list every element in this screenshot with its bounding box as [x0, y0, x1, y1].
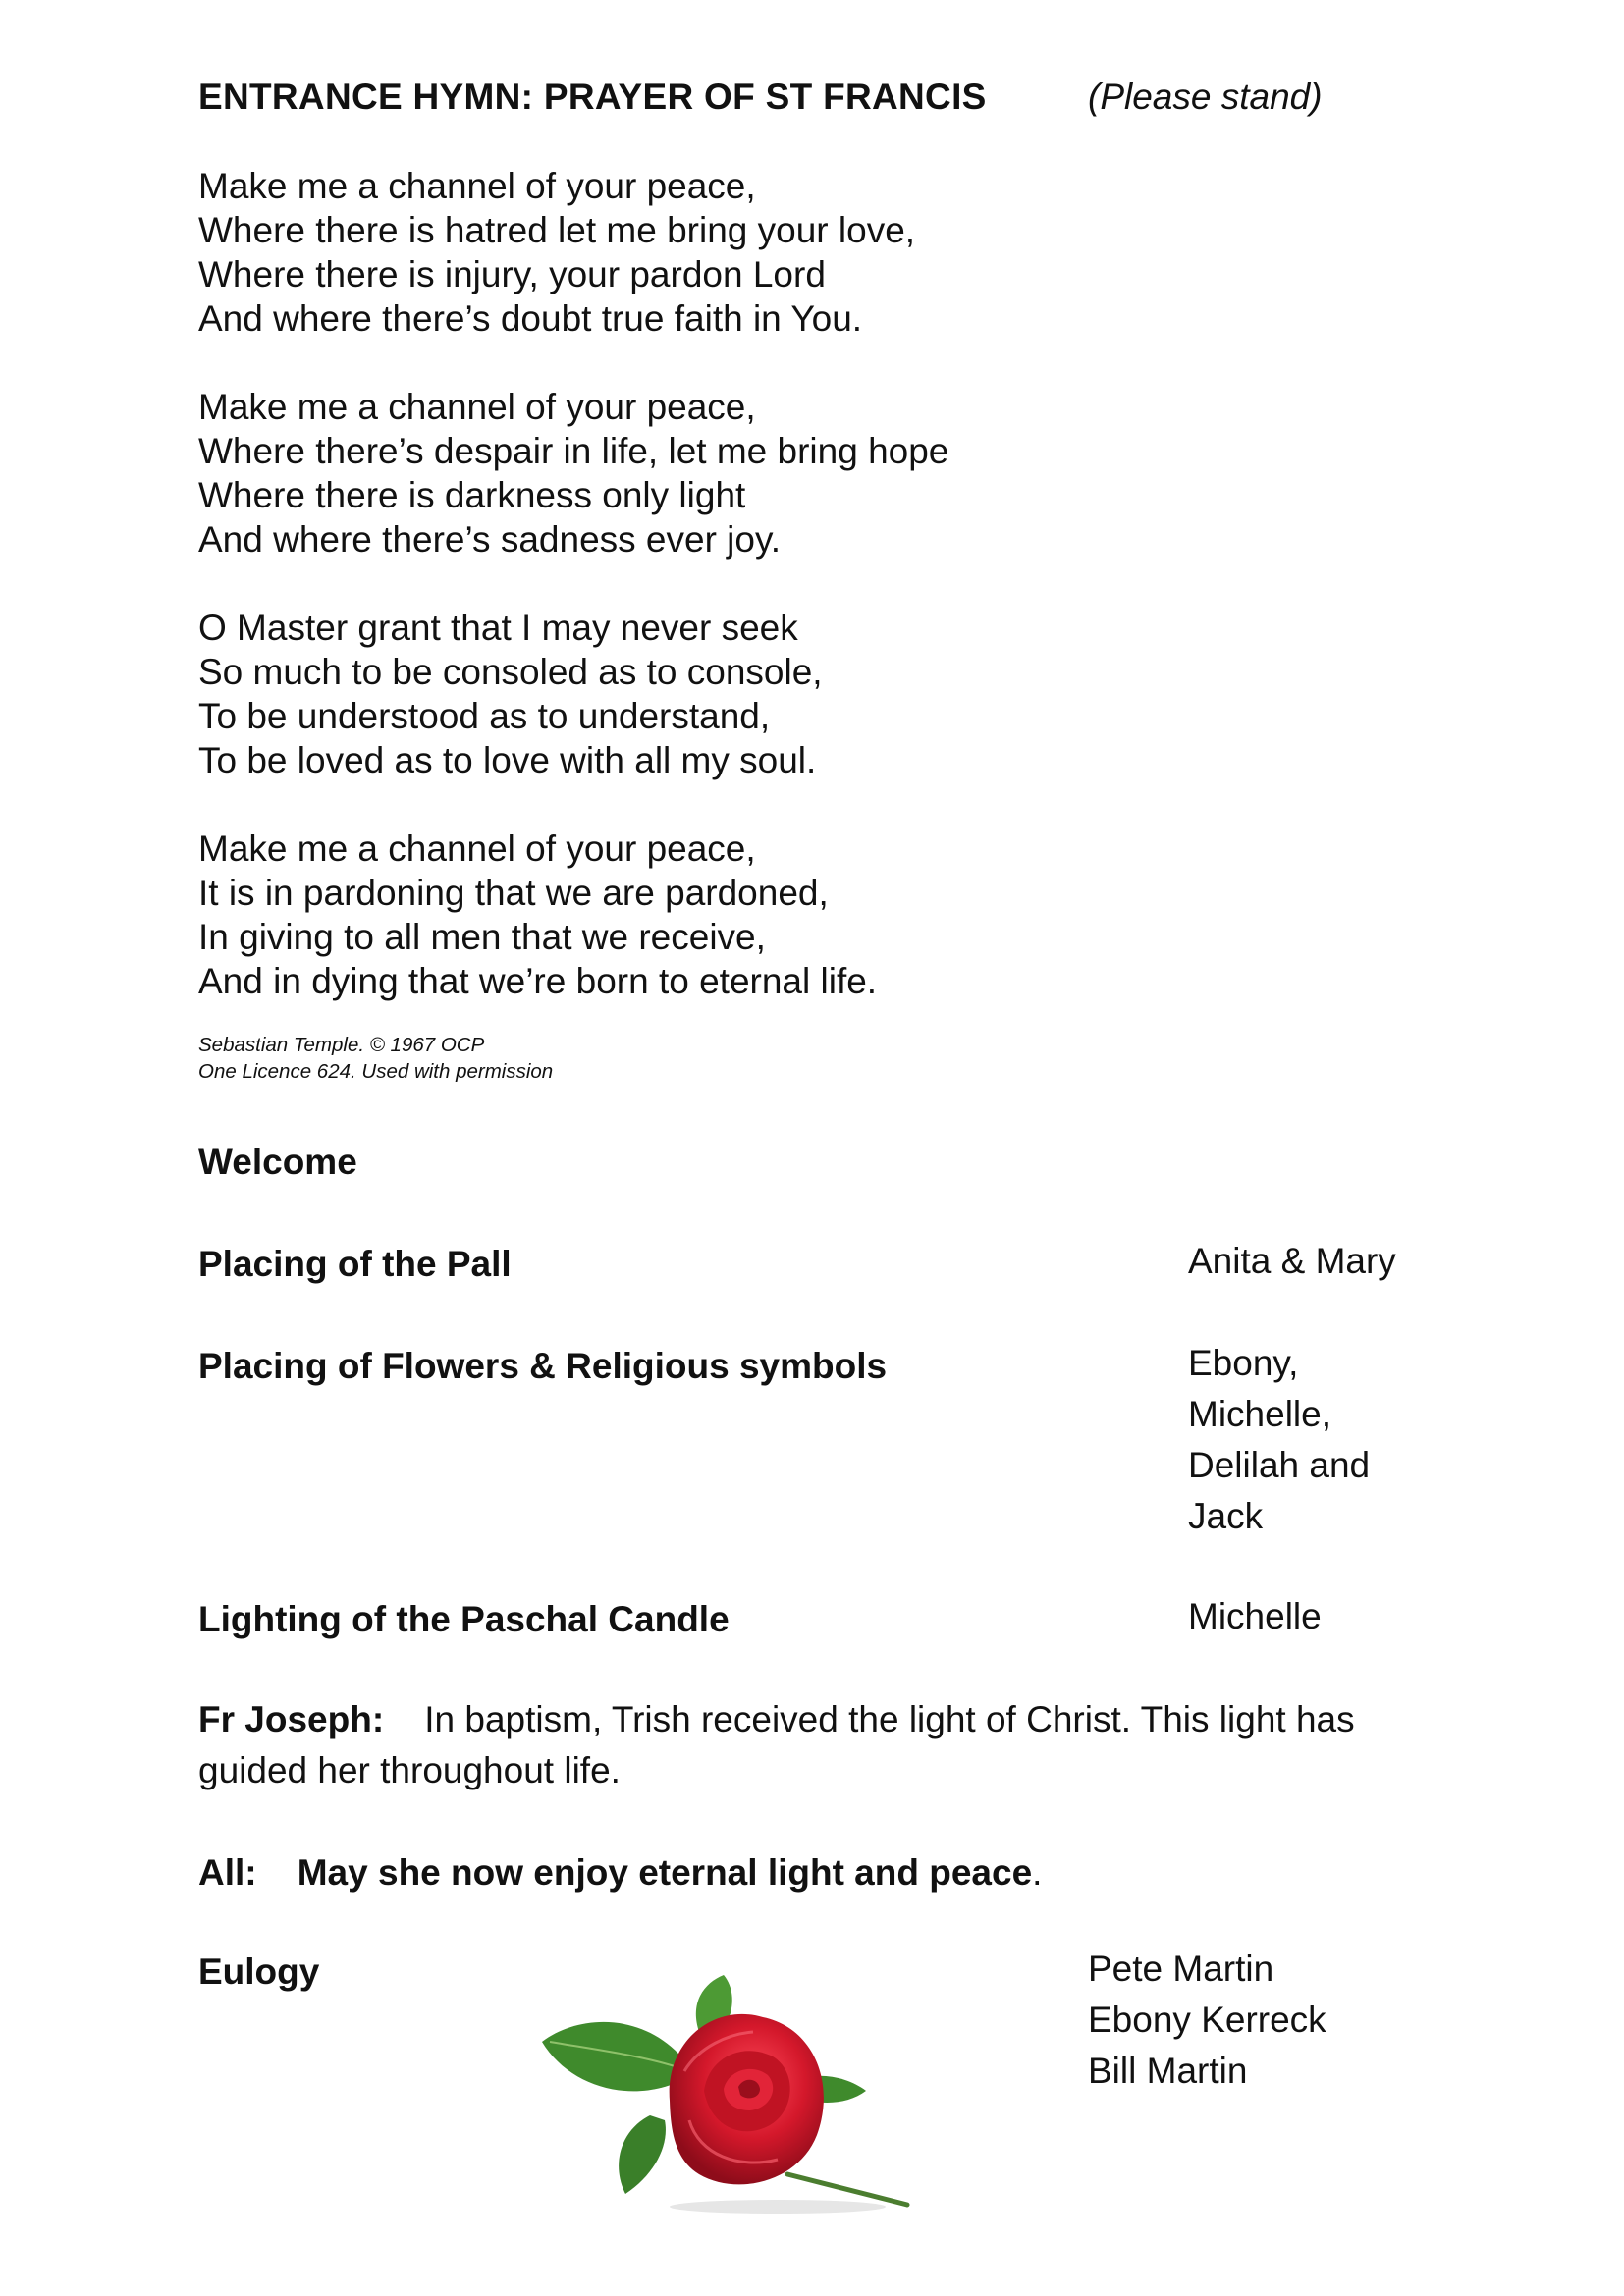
- lyric-line: And where there’s doubt true faith in You.: [198, 298, 863, 339]
- speaker-label: Fr Joseph:: [198, 1699, 385, 1739]
- hymn-credit: [198, 1032, 553, 1085]
- hymn-verse: [198, 827, 948, 1003]
- hymn-lyrics: [198, 164, 948, 1047]
- hymn-heading: [198, 77, 1323, 118]
- candle-names: Michelle: [1188, 1596, 1322, 1636]
- pall-heading: Placing of the Pall: [198, 1244, 512, 1284]
- hymn-title: ENTRANCE HYMN: PRAYER OF ST FRANCIS: [198, 77, 987, 117]
- participant-name: Michelle,: [1188, 1394, 1331, 1434]
- all-response: [198, 1847, 1465, 1898]
- credit-line: Sebastian Temple. © 1967 OCP: [198, 1034, 485, 1056]
- speaker-label: All:: [198, 1852, 257, 1893]
- participant-name: Ebony Kerreck: [1088, 2000, 1326, 2040]
- response-text: May she now enjoy eternal light and peace: [297, 1852, 1033, 1893]
- lyric-line: Make me a channel of your peace,: [198, 166, 756, 206]
- hymn-verse: [198, 606, 948, 782]
- lyric-line: Make me a channel of your peace,: [198, 387, 756, 427]
- speaker-text: In baptism, Trish received the light of Christ. This light has guided her throughout life.: [198, 1699, 1355, 1790]
- participant-name: Jack: [1188, 1496, 1264, 1536]
- welcome-heading: Welcome: [198, 1142, 357, 1182]
- participant-name: Bill Martin: [1088, 2051, 1248, 2091]
- lyric-line: And where there’s sadness ever joy.: [198, 519, 782, 560]
- fr-joseph-paragraph: [198, 1694, 1465, 1796]
- participant-name: Pete Martin: [1088, 1949, 1274, 1989]
- eulogy-names: [1088, 1944, 1326, 2097]
- lyric-line: To be loved as to love with all my soul.: [198, 740, 817, 780]
- participant-name: Delilah and: [1188, 1445, 1371, 1485]
- hymn-verse: [198, 385, 948, 561]
- lyric-line: It is in pardoning that we are pardoned,: [198, 873, 829, 913]
- lyric-line: Where there’s despair in life, let me bring hope: [198, 431, 949, 471]
- lyric-line: Where there is hatred let me bring your love,: [198, 210, 916, 250]
- participant-name: Ebony,: [1188, 1343, 1299, 1383]
- lyric-line: Where there is darkness only light: [198, 475, 746, 515]
- credit-line: One Licence 624. Used with permission: [198, 1060, 554, 1083]
- candle-heading: Lighting of the Paschal Candle: [198, 1599, 730, 1639]
- rose-illustration: [542, 1973, 915, 2218]
- lyric-line: And in dying that we’re born to eternal life.: [198, 961, 878, 1001]
- hymn-verse: [198, 164, 948, 341]
- lyric-line: O Master grant that I may never seek: [198, 608, 798, 648]
- lyric-line: In giving to all men that we receive,: [198, 917, 766, 957]
- eulogy-heading: Eulogy: [198, 1951, 320, 1992]
- lyric-line: To be understood as to understand,: [198, 696, 771, 736]
- flowers-names: [1188, 1338, 1370, 1542]
- lyric-line: So much to be consoled as to console,: [198, 652, 823, 692]
- lyric-line: Make me a channel of your peace,: [198, 828, 756, 869]
- flowers-heading: Placing of Flowers & Religious symbols: [198, 1346, 888, 1386]
- stand-instruction: (Please stand): [1088, 77, 1323, 117]
- pall-names: Anita & Mary: [1188, 1241, 1396, 1281]
- response-period: .: [1032, 1852, 1043, 1893]
- lyric-line: Where there is injury, your pardon Lord: [198, 254, 826, 294]
